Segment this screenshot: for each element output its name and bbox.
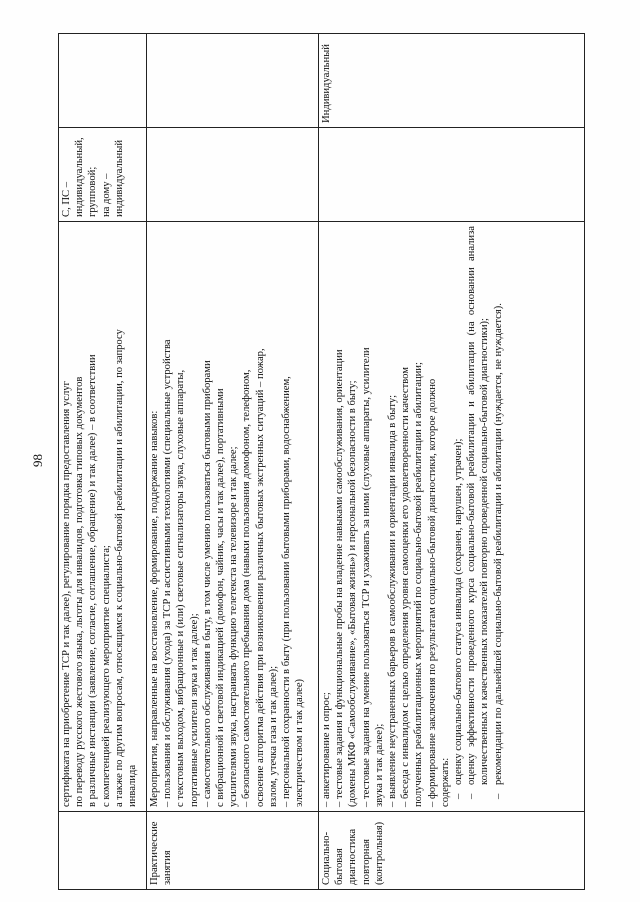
- activity-line: Практические: [149, 821, 160, 885]
- sub-item-text: рекомендации по дальнейшей социально-бытовой реабилитации и абилитации (нуждается, не нуждается).: [492, 303, 504, 785]
- content-line: инвалида: [127, 764, 139, 807]
- methods-table: [58, 33, 585, 890]
- table-row: [147, 34, 319, 890]
- content-line: – тестовые задания и функциональные пробы на владение навыками самообслуживания, ориентации: [334, 349, 346, 807]
- form-line: Индивидуальный: [321, 44, 332, 123]
- content-line: с вибрационной и световой индикацией (домофон, чайник, часы и так далее), портативными: [215, 388, 227, 807]
- content-line: освоение алгоритма действия при возникновении различных бытовых экстренных ситуаций – пожар,: [254, 348, 266, 807]
- content-line: с текстовым выходом, вибрационные и (или) световые сигнализаторы звука, слуховые аппараты,: [175, 369, 187, 807]
- content-line: Мероприятия, направленные на восстановление, формирование, поддержание навыков:: [149, 410, 160, 807]
- activity-line: диагностика: [347, 828, 359, 885]
- content-line: в различные инстанции (заявление, согласие, соглашение, обращение) и так далее) – в соответствии: [87, 354, 99, 807]
- sub-item: –рекомендации по дальнейшей социально-бытовой реабилитации и абилитации (нуждается, не нуждается).: [492, 303, 504, 799]
- activity-line: занятия: [162, 850, 174, 885]
- content-cell: [319, 222, 585, 812]
- content-line: – пользования и обслуживания (ухода) за ТСР и ассистивными технологиями (специальные устройства: [162, 339, 174, 807]
- content-line: с компетенцией реализующего мероприятие специалиста;: [100, 545, 112, 807]
- content-line: – формирование заключения по результатам социально-бытовой диагностики, которое должно: [426, 378, 438, 807]
- content-cell: [147, 222, 319, 812]
- sub-item: –оценку эффективности проведенного курса социально-бытовой реабилитации и абилитации (на основании анализа количественных и качественных показателей повторно проведенной социально-бытовой диагностики);: [466, 226, 491, 799]
- activity-cell: [319, 812, 585, 890]
- content-line: портативные усилители звука и так далее);: [188, 613, 200, 807]
- content-line: – анкетирование и опрос;: [321, 692, 332, 807]
- form-line: индивидуальный: [113, 140, 125, 217]
- specialist-cell: [319, 128, 585, 222]
- content-line: – беседа с инвалидом с целью определения уровня самооценки его удовлетворенности качеством: [400, 367, 412, 807]
- content-line: содержать:: [439, 757, 451, 807]
- content-line: – безопасного самостоятельного пребывания дома (навыки пользования домофоном, телефоном,: [241, 369, 253, 807]
- sub-item-text: оценку социально-бытового статуса инвалида (сохранен, нарушен, утрачен);: [453, 438, 465, 785]
- form-cell: [319, 34, 585, 128]
- content-line: – персональной сохранности в быту (при пользовании бытовыми приборами, водоснабжением,: [281, 376, 293, 807]
- activity-line: повторная: [360, 838, 372, 885]
- form-line: на дому –: [100, 173, 112, 217]
- activity-line: Социально-бытовая: [321, 831, 346, 885]
- content-line: – самостоятельного обслуживания в быту, в том числе умению пользоваться бытовыми приборами: [201, 360, 213, 807]
- table-row: [319, 34, 585, 890]
- activity-cell: [59, 812, 147, 890]
- specialist-cell: [147, 128, 319, 222]
- activity-cell: [147, 812, 319, 890]
- content-line: звука и так далее);: [373, 723, 385, 807]
- form-line: групповой;: [87, 166, 99, 217]
- content-line: электричеством и так далее): [294, 678, 306, 807]
- content-line: взлом, утечка газа и так далее);: [267, 665, 279, 807]
- content-line: по переводу русского жестового языка, льготы для инвалидов, подготовка типовых документов: [74, 376, 86, 807]
- content-line: – выявление неустраненных барьеров в самообслуживании и ориентации инвалида в быту;: [387, 394, 399, 807]
- sub-item-text: оценку эффективности проведенного курса социально-бытовой реабилитации и абилитации (на основании анализа количественных и качественных показателей повторно проведенной социально-бытовой диагностики);: [466, 226, 491, 785]
- content-line: полученных реабилитационных мероприятий по социально-бытовой реабилитации и абилитации;: [413, 362, 425, 807]
- content-cell: [59, 222, 147, 812]
- sub-item: –оценку социально-бытового статуса инвалида (сохранен, нарушен, утрачен);: [453, 438, 465, 799]
- content-line: – тестовые задания на умение пользоваться ТСР и ухаживать за ними (слуховые аппараты, усилители: [360, 347, 372, 807]
- form-line: С, ПС –: [61, 181, 72, 217]
- form-cell: [59, 34, 147, 128]
- page-number: 98: [30, 454, 45, 467]
- content-line: сертификата на приобретение ТСР и так далее), регулирование порядка предоставления услуг: [61, 381, 72, 807]
- content-line: (домены МКФ «Самообслуживание», «Бытовая жизнь») и персональной безопасности в быту;: [347, 380, 359, 807]
- content-line: усилителями звука, настраивать функцию телетекста на телевизоре и так далее;: [228, 446, 240, 807]
- content-line: а также по другим вопросам, относящимся к социально-бытовой реабилитации и абилитации, по запросу: [113, 329, 125, 807]
- specialist-cell: [59, 128, 147, 222]
- form-cell: [147, 34, 319, 128]
- activity-line: (контрольная): [373, 821, 385, 885]
- form-line: индивидуальный,: [74, 137, 86, 217]
- table-row: [59, 34, 147, 890]
